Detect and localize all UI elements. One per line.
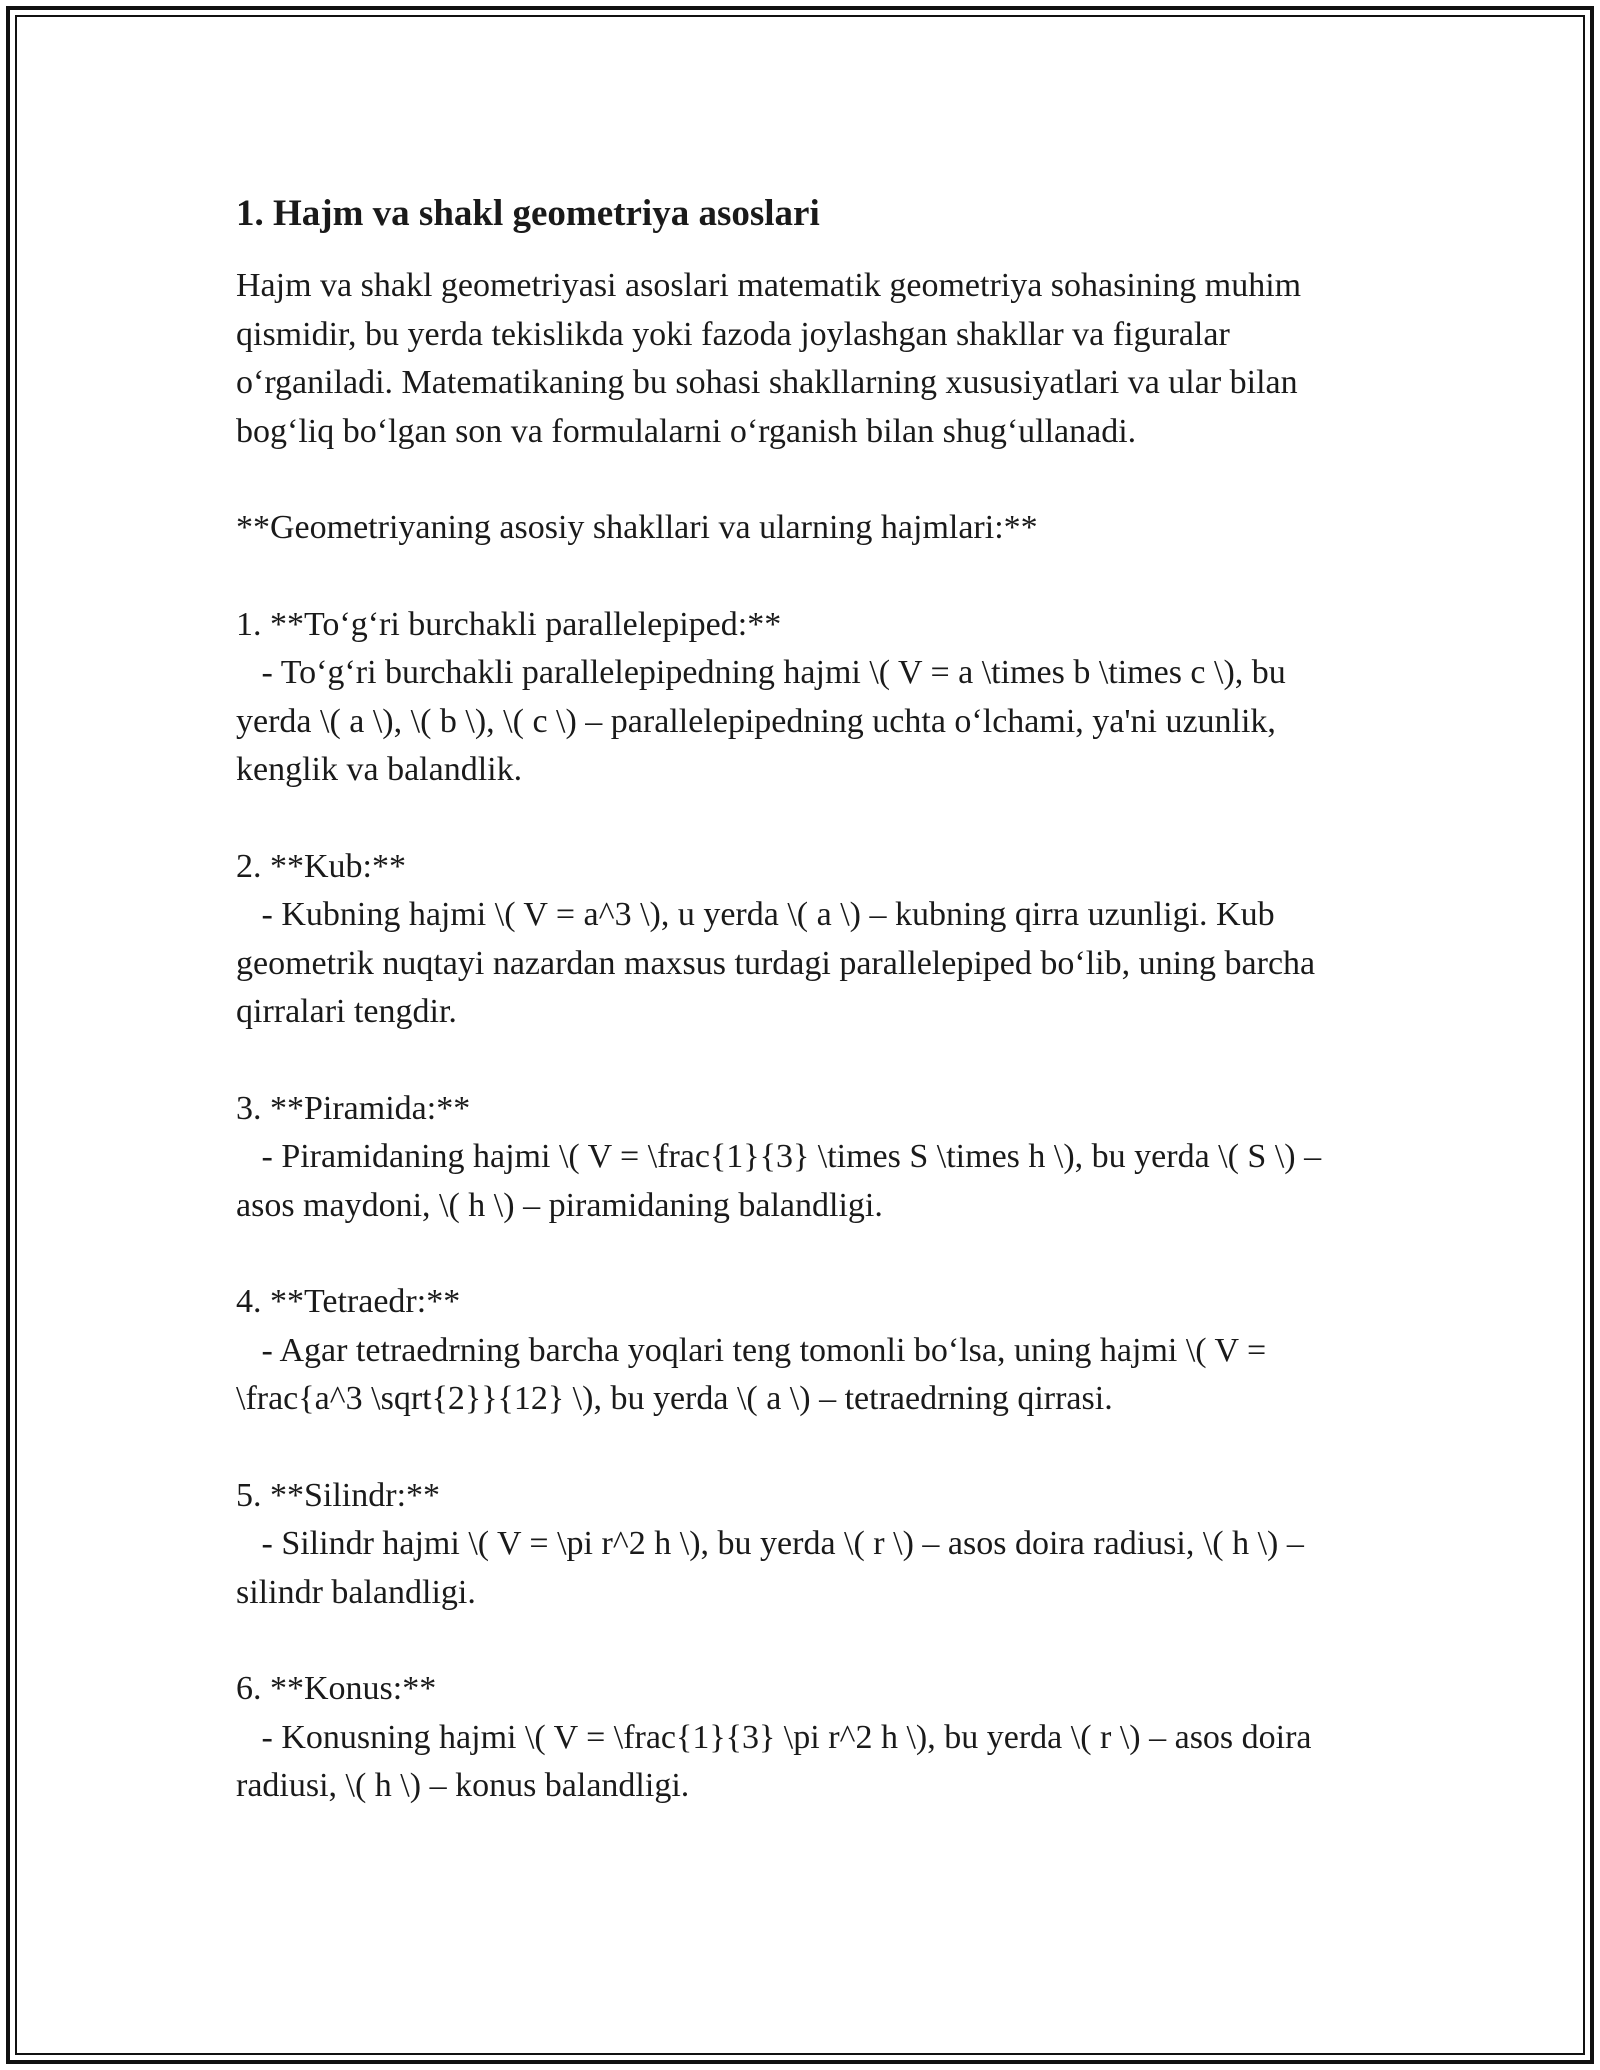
list-item-heading: 2. **Kub:** [236, 847, 406, 885]
list-item-heading: 1. **To‘g‘ri burchakli parallelepiped:** [236, 605, 782, 643]
paragraph-gap [236, 1230, 1364, 1278]
paragraph-gap [236, 456, 1364, 504]
list-item-body: - To‘g‘ri burchakli parallelepipedning hajmi \( V = a \times b \times c \), bu yerda \( a \), \( b \), \( c \) – parallelepipedning uchta o‘lchami, ya'ni uzunlik, kenglik va balandlik. [236, 654, 1295, 788]
list-item-heading: 3. **Piramida:** [236, 1089, 471, 1127]
document-page [236, 188, 1364, 1811]
document-title: 1. Hajm va shakl geometriya asoslari [236, 193, 820, 234]
list-item [236, 601, 1364, 795]
section-heading: **Geometriyaning asosiy shakllari va ularning hajmlari:** [236, 509, 1038, 546]
list-item-heading: 4. **Tetraedr:** [236, 1283, 461, 1320]
paragraph-gap [236, 1617, 1364, 1665]
list-item [236, 1085, 1364, 1231]
list-item-body: - Piramidaning hajmi \( V = \frac{1}{3} \times S \times h \), bu yerda \( S \) – asos maydoni, \( h \) – piramidaning balandligi. [236, 1138, 1330, 1224]
list-item-body: - Agar tetraedrning barcha yoqlari teng tomonli bo‘lsa, uning hajmi \( V = \frac{a^3 \sqrt{2}}{12} \), bu yerda \( a \) – tetraedrning qirrasi. [236, 1331, 1275, 1417]
list-item [236, 1665, 1364, 1811]
list-item-body: - Kubning hajmi \( V = a^3 \), u yerda \( a \) – kubning qirra uzunligi. Kub geometrik nuqtayi nazardan maxsus turdagi parallelepiped bo‘lib, uning barcha qirralari tengdir. [236, 896, 1324, 1030]
paragraph-gap [236, 1424, 1364, 1472]
list-item [236, 843, 1364, 1037]
paragraph-gap [236, 553, 1364, 601]
list-item-body: - Silindr hajmi \( V = \pi r^2 h \), bu yerda \( r \) – asos doira radiusi, \( h \) – silindr balandligi. [236, 1525, 1313, 1611]
intro-paragraph: Hajm va shakl geometriyasi asoslari matematik geometriya sohasining muhim qismidir, bu yerda tekislikda yoki fazoda joylashgan shakllar va figuralar o‘rganiladi. Matematikaning bu sohasi shakllarning xususiyatlari va ular bilan bog‘liq bo‘lgan son va formulalarni o‘rganish bilan shug‘ullanadi. [236, 267, 1310, 450]
paragraph-gap [236, 795, 1364, 843]
list-item-body: - Konusning hajmi \( V = \frac{1}{3} \pi r^2 h \), bu yerda \( r \) – asos doira radiusi, \( h \) – konus balandligi. [236, 1718, 1321, 1804]
paragraph-gap [236, 1037, 1364, 1085]
list-item-heading: 6. **Konus:** [236, 1670, 437, 1707]
list-item [236, 1278, 1364, 1424]
list-item [236, 1472, 1364, 1618]
list-item-heading: 5. **Silindr:** [236, 1476, 441, 1514]
